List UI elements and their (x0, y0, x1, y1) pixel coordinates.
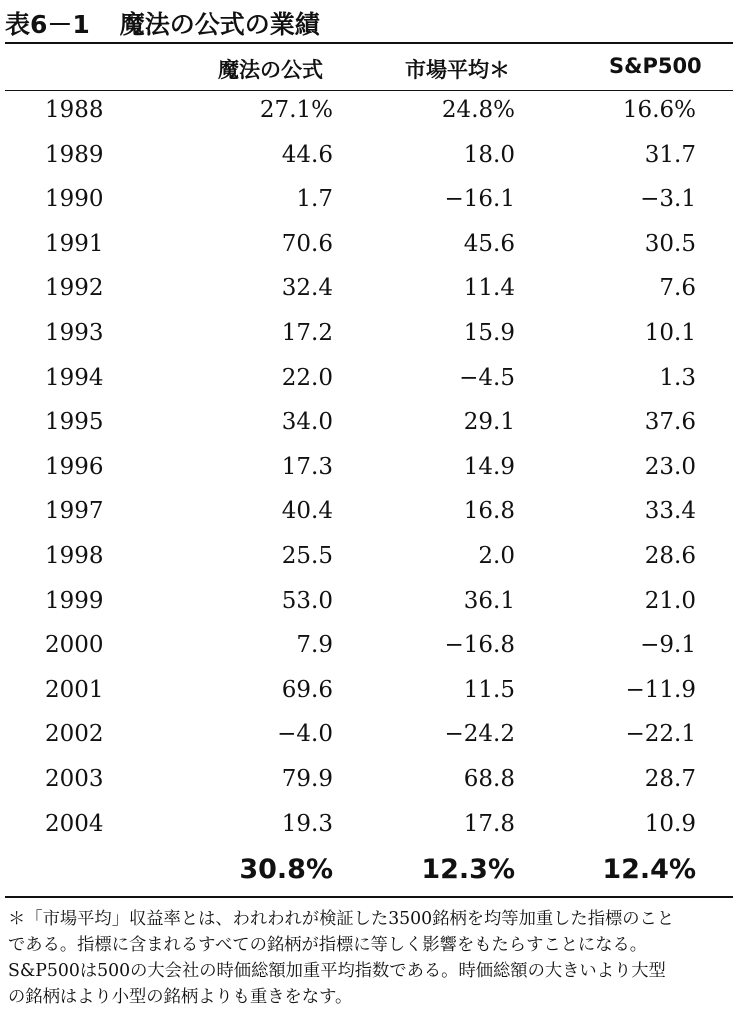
table-row (5, 448, 733, 493)
year-cell: 1997 (45, 498, 104, 525)
table-body (5, 91, 733, 849)
sp500-cell: 33.4 (644, 498, 696, 525)
average-magic-formula: 30.8% (239, 854, 333, 885)
market-average-cell: 15.9 (463, 319, 515, 346)
table-title (5, 6, 725, 40)
sp500-cell: 16.6% (622, 97, 696, 123)
year-cell: 1999 (45, 587, 104, 614)
column-header-magic-formula: 魔法の公式 (218, 58, 323, 82)
market-average-cell: −16.8 (444, 632, 515, 659)
sp500-cell: 10.9 (644, 810, 696, 837)
magic-formula-cell: 1.7 (296, 186, 333, 213)
sp500-cell: −22.1 (625, 721, 696, 748)
market-average-cell: −24.2 (444, 721, 515, 748)
table-row (5, 537, 733, 582)
sp500-cell: 7.6 (659, 275, 696, 302)
table-row (5, 91, 733, 136)
table-row (5, 269, 733, 314)
magic-formula-cell: 19.3 (281, 810, 333, 837)
market-average-cell: 68.8 (463, 765, 515, 792)
table-row (5, 715, 733, 760)
table-row (5, 671, 733, 716)
sp500-cell: 31.7 (644, 141, 696, 168)
market-average-cell: −16.1 (444, 186, 515, 213)
market-average-cell: 24.8% (441, 97, 515, 123)
sp500-cell: 30.5 (644, 230, 696, 257)
market-average-cell: 29.1 (463, 409, 515, 436)
sp500-cell: −11.9 (625, 676, 696, 703)
table-row (5, 403, 733, 448)
column-header-sp500: S&P500 (609, 54, 702, 78)
year-cell: 1993 (45, 319, 104, 346)
sp500-cell: 37.6 (644, 409, 696, 436)
table-row (5, 805, 733, 850)
sp500-cell: 28.7 (644, 765, 696, 792)
table-row (5, 492, 733, 537)
market-average-cell: 2.0 (478, 542, 515, 569)
average-market: 12.3% (421, 854, 515, 885)
market-average-cell: 45.6 (463, 230, 515, 257)
magic-formula-cell: 27.1% (259, 97, 333, 123)
year-cell: 2000 (45, 632, 104, 659)
year-cell: 2001 (45, 676, 104, 703)
market-average-cell: 18.0 (463, 141, 515, 168)
market-average-cell: 14.9 (463, 453, 515, 480)
table-row (5, 359, 733, 404)
table-caption: 魔法の公式の業績 (119, 10, 320, 39)
year-cell: 1992 (45, 275, 104, 302)
sp500-cell: 1.3 (659, 364, 696, 391)
magic-formula-cell: 69.6 (281, 676, 333, 703)
table-row (5, 626, 733, 671)
table-row (5, 760, 733, 805)
table-row (5, 314, 733, 359)
market-average-cell: 16.8 (463, 498, 515, 525)
magic-formula-cell: 22.0 (281, 364, 333, 391)
magic-formula-cell: 44.6 (281, 141, 333, 168)
year-cell: 1995 (45, 409, 104, 436)
bottom-rule (5, 896, 733, 898)
average-sp500: 12.4% (602, 854, 696, 885)
sp500-cell: 21.0 (644, 587, 696, 614)
market-average-cell: −4.5 (459, 364, 515, 391)
market-average-cell: 11.5 (463, 676, 515, 703)
sp500-cell: −9.1 (640, 632, 696, 659)
column-header-row (5, 50, 733, 86)
magic-formula-cell: 34.0 (281, 409, 333, 436)
year-cell: 1991 (45, 230, 104, 257)
year-cell: 1998 (45, 542, 104, 569)
sp500-cell: −3.1 (640, 186, 696, 213)
magic-formula-cell: 53.0 (281, 587, 333, 614)
footnote-line: S&P500は500の大会社の時価総額加重平均指数である。時価総額の大きいより大型 (8, 961, 666, 981)
year-cell: 1988 (45, 97, 104, 123)
table-number: 表6－1 (5, 10, 90, 39)
magic-formula-cell: 32.4 (281, 275, 333, 302)
table-row (5, 225, 733, 270)
sp500-cell: 10.1 (644, 319, 696, 346)
footnote-line: の銘柄はより小型の銘柄よりも重きをなす。 (8, 987, 353, 1007)
table-row (5, 180, 733, 225)
year-cell: 2002 (45, 721, 104, 748)
year-cell: 1994 (45, 364, 104, 391)
year-cell: 1996 (45, 453, 104, 480)
magic-formula-cell: 25.5 (281, 542, 333, 569)
year-cell: 2003 (45, 765, 104, 792)
table-row (5, 136, 733, 181)
magic-formula-cell: 70.6 (281, 230, 333, 257)
magic-formula-cell: 7.9 (296, 632, 333, 659)
year-cell: 2004 (45, 810, 104, 837)
footnote (8, 906, 734, 1010)
market-average-cell: 11.4 (463, 275, 515, 302)
column-header-market-average: 市場平均＊ (405, 58, 510, 82)
table-row (5, 582, 733, 627)
magic-formula-cell: −4.0 (277, 721, 333, 748)
sp500-cell: 23.0 (644, 453, 696, 480)
market-average-cell: 17.8 (463, 810, 515, 837)
year-cell: 1989 (45, 141, 104, 168)
market-average-cell: 36.1 (463, 587, 515, 614)
magic-formula-cell: 79.9 (281, 765, 333, 792)
magic-formula-cell: 40.4 (281, 498, 333, 525)
top-rule (5, 42, 733, 44)
average-row (5, 852, 733, 892)
footnote-line: ＊「市場平均」収益率とは、われわれが検証した3500銘柄を均等加重した指標のこと (8, 909, 675, 929)
sp500-cell: 28.6 (644, 542, 696, 569)
year-cell: 1990 (45, 186, 104, 213)
magic-formula-cell: 17.3 (281, 453, 333, 480)
footnote-line: である。指標に含まれるすべての銘柄が指標に等しく影響をもたらすことになる。 (8, 935, 648, 955)
magic-formula-cell: 17.2 (281, 319, 333, 346)
